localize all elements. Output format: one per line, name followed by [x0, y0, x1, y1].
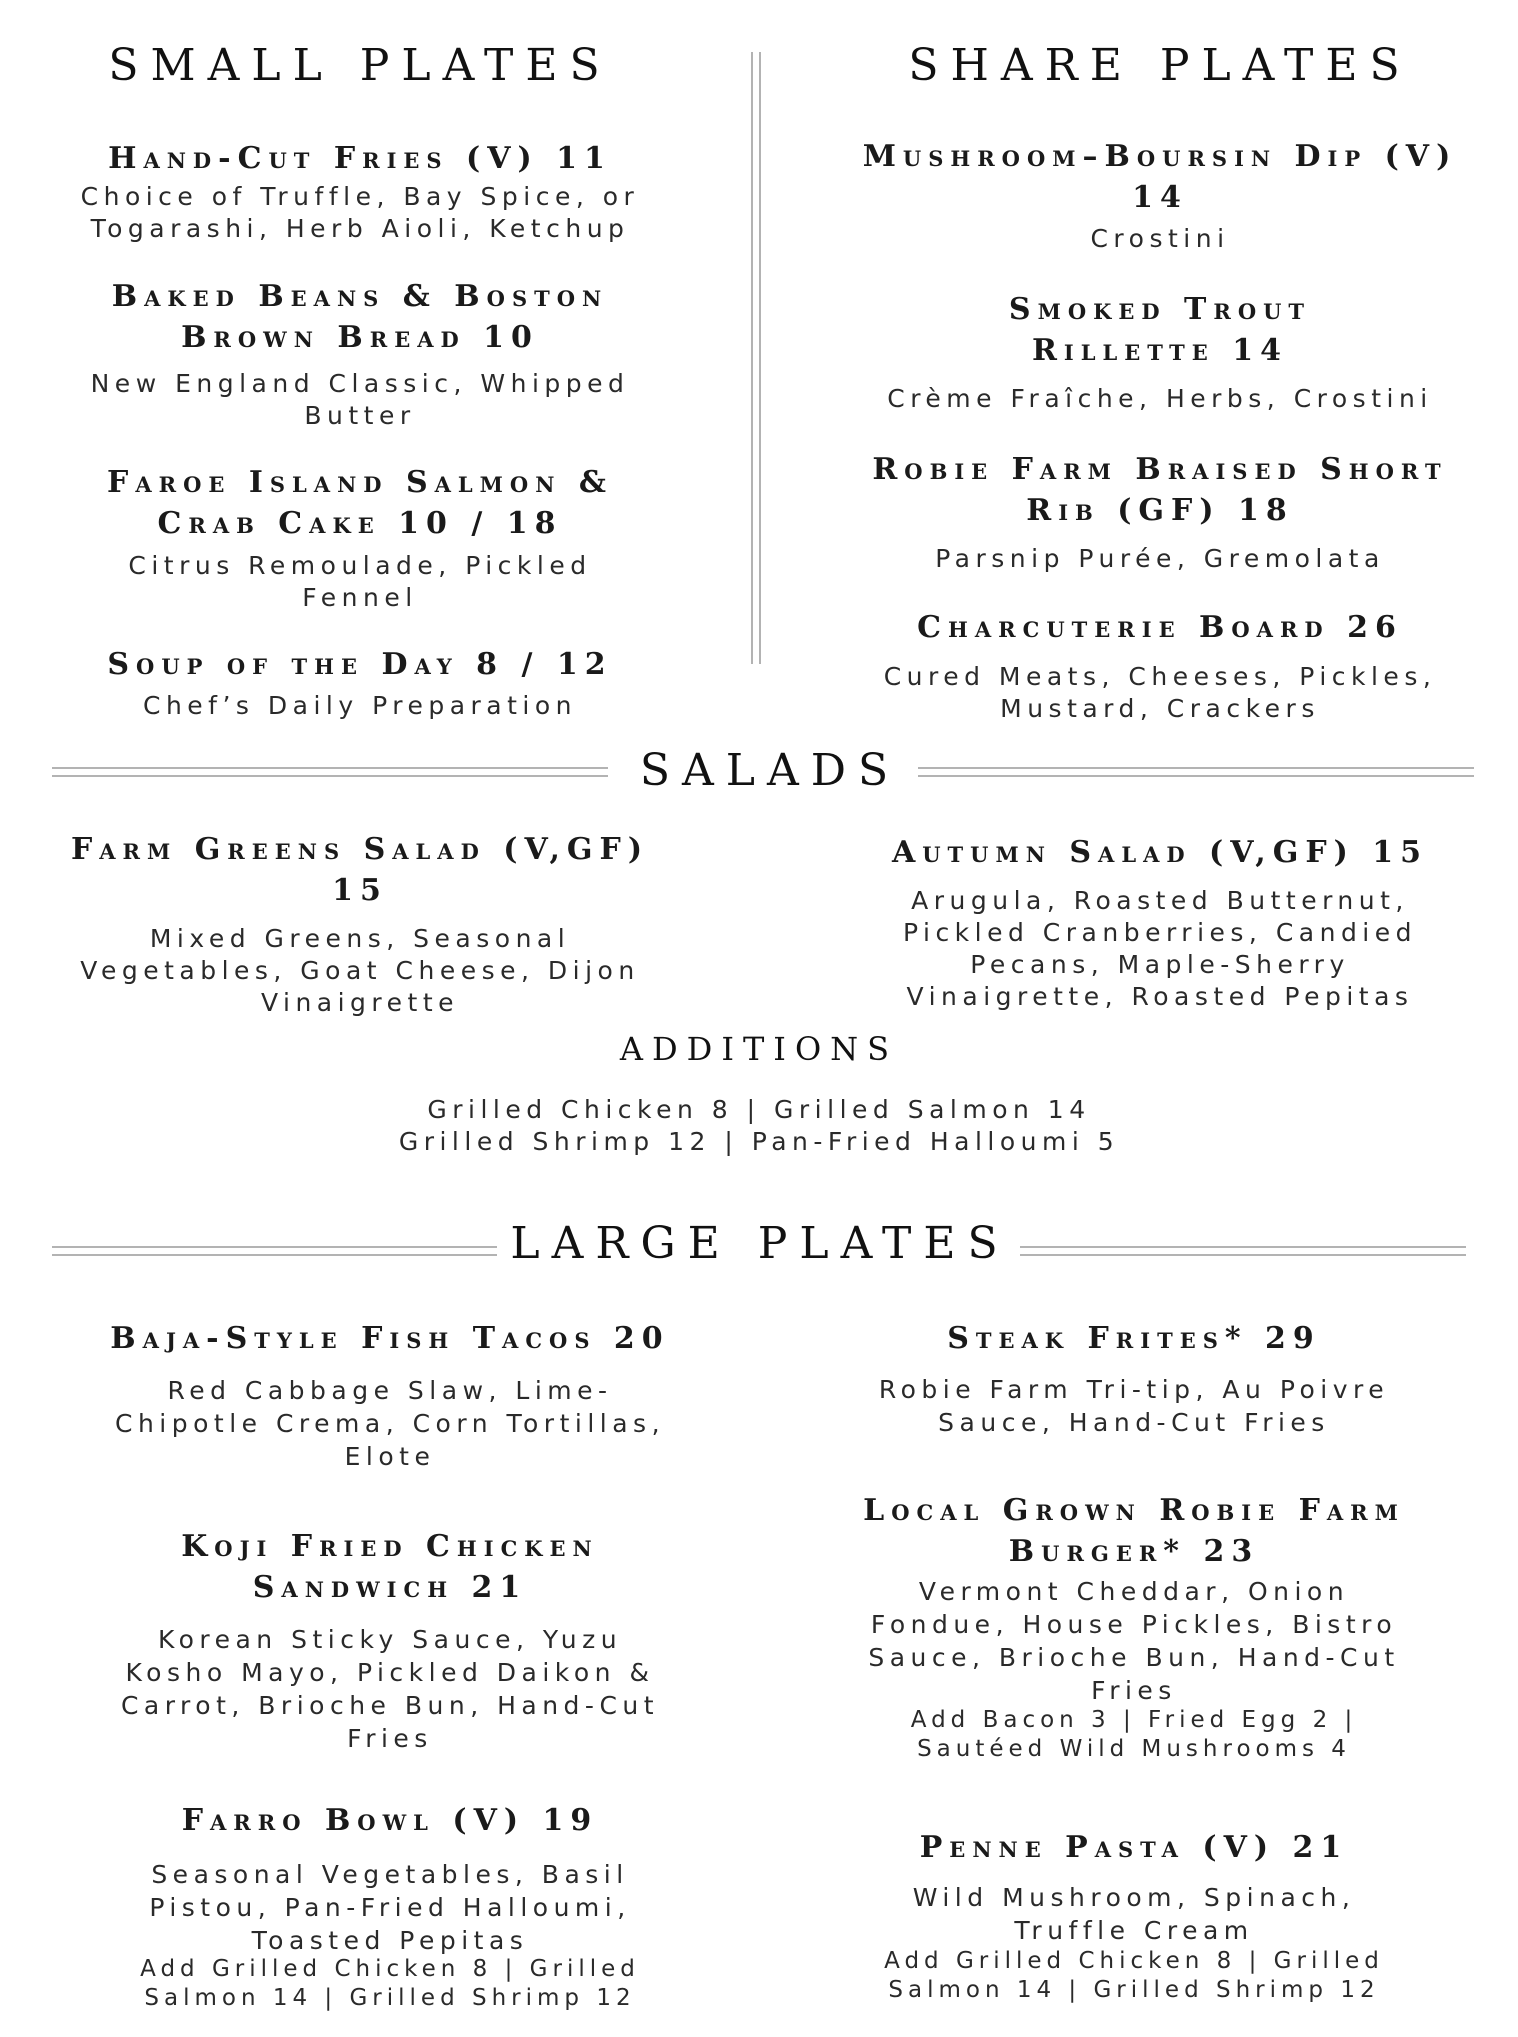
menu-item-desc: Crème Fraîche, Herbs, Crostini [887, 384, 1433, 413]
menu-item-addon: Add Grilled Chicken 8 | Grilled Salmon 14 | Grilled Shrimp 12 [884, 1948, 1384, 2003]
share-plates-heading: SHARE PLATES [908, 40, 1412, 91]
menu-item-name: Penne Pasta (V) 21 [919, 1830, 1349, 1865]
large-plates-heading: LARGE PLATES [510, 1218, 1010, 1269]
section-rule [1020, 1246, 1466, 1256]
menu-item-addon: Add Grilled Chicken 8 | Grilled Salmon 14 | Grilled Shrimp 12 [140, 1956, 640, 2011]
section-rule [52, 1246, 497, 1256]
menu-item-name: Hand-Cut Fries (V) 11 [108, 141, 612, 176]
additions-list: Grilled Chicken 8 | Grilled Salmon 14 Grilled Shrimp 12 | Pan-Fried Halloumi 5 [398, 1095, 1120, 1156]
menu-item-desc: Arugula, Roasted Butternut, Pickled Cranberries, Candied Pecans, Maple-Sherry Vinaigrette, Roasted Pepitas [902, 886, 1418, 1011]
menu-item-name: Faroe Island Salmon & Crab Cake 10 / 18 [107, 465, 613, 541]
menu-item-name: Soup of the Day 8 / 12 [107, 647, 613, 682]
menu-item-desc: Wild Mushroom, Spinach, Truffle Cream [912, 1883, 1356, 1945]
section-rule [52, 767, 608, 777]
menu-item-desc: Korean Sticky Sauce, Yuzu Kosho Mayo, Pickled Daikon & Carrot, Brioche Bun, Hand-Cut Fries [120, 1625, 660, 1753]
section-rule [918, 767, 1474, 777]
menu-item-desc: Chef’s Daily Preparation [142, 691, 578, 720]
menu-item-desc: New England Classic, Whipped Butter [90, 369, 630, 430]
menu-item-name: Smoked Trout Rillette 14 [1008, 292, 1312, 368]
menu-item-desc: Citrus Remoulade, Pickled Fennel [128, 551, 592, 612]
menu-item-name: Koji Fried Chicken Sandwich 21 [181, 1529, 599, 1605]
menu-item-name: Mushroom–Boursin Dip (V) 14 [862, 139, 1458, 215]
additions-heading: ADDITIONS [619, 1030, 899, 1068]
column-divider [751, 52, 761, 664]
menu-item-name: Steak Frites* 29 [947, 1321, 1321, 1356]
menu-item-desc: Cured Meats, Cheeses, Pickles, Mustard, Crackers [883, 662, 1437, 723]
menu-item-desc: Mixed Greens, Seasonal Vegetables, Goat Cheese, Dijon Vinaigrette [80, 924, 640, 1017]
menu-item-name: Farm Greens Salad (V,GF) 15 [70, 832, 650, 908]
menu-item-name: Baked Beans & Boston Brown Bread 10 [111, 279, 609, 355]
menu-item-addon: Add Bacon 3 | Fried Egg 2 | Sautéed Wild Mushrooms 4 [910, 1707, 1358, 1762]
menu-item-name: Baja-Style Fish Tacos 20 [110, 1321, 670, 1356]
small-plates-heading: SMALL PLATES [108, 40, 612, 91]
menu-item-name: Charcuterie Board 26 [917, 610, 1403, 645]
salads-heading: SALADS [639, 745, 901, 796]
menu-item-name: Local Grown Robie Farm Burger* 23 [863, 1493, 1405, 1569]
menu-item-desc: Vermont Cheddar, Onion Fondue, House Pickles, Bistro Sauce, Brioche Bun, Hand-Cut Fries [868, 1577, 1400, 1705]
menu-item-desc: Robie Farm Tri-tip, Au Poivre Sauce, Hand-Cut Fries [878, 1375, 1390, 1437]
menu-item-desc: Choice of Truffle, Bay Spice, or Togarashi, Herb Aioli, Ketchup [80, 182, 640, 243]
menu-item-desc: Crostini [1090, 224, 1230, 253]
menu-item-name: Farro Bowl (V) 19 [181, 1803, 599, 1838]
menu-item-name: Robie Farm Braised Short Rib (GF) 18 [872, 452, 1448, 528]
menu-item-desc: Red Cabbage Slaw, Lime- Chipotle Crema, Corn Tortillas, Elote [114, 1376, 666, 1471]
menu-item-desc: Parsnip Purée, Gremolata [935, 544, 1385, 573]
menu-item-name: Autumn Salad (V,GF) 15 [891, 835, 1429, 870]
menu-item-desc: Seasonal Vegetables, Basil Pistou, Pan-Fried Halloumi, Toasted Pepitas [149, 1860, 631, 1955]
